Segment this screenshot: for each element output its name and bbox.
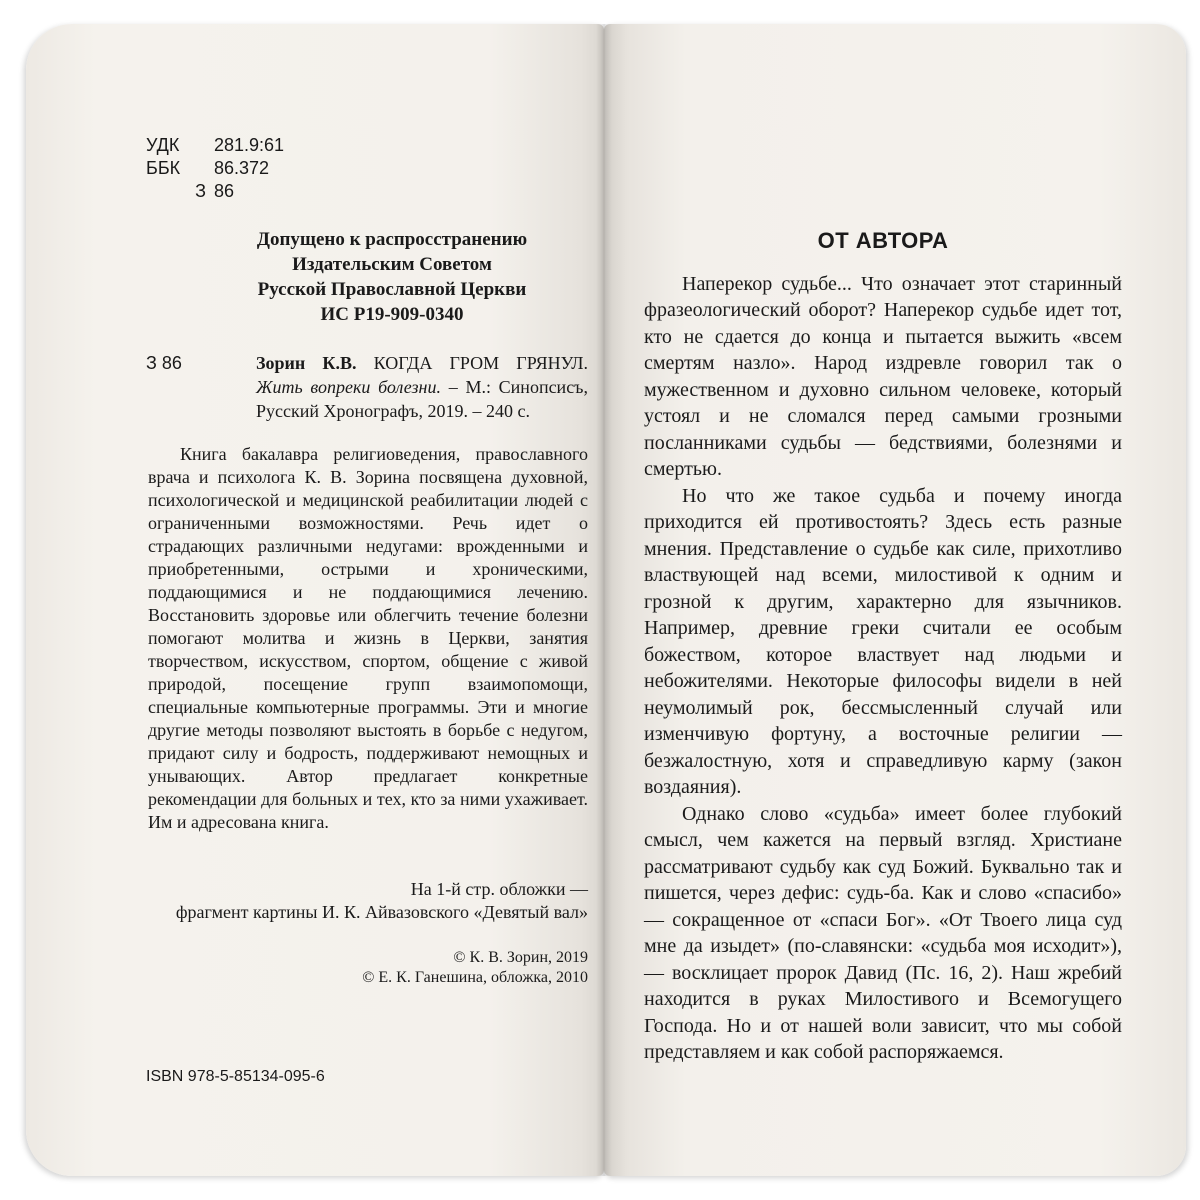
classification-row-udk [146, 134, 588, 157]
left-page [26, 24, 604, 1176]
annotation-text: Книга бакалавра религиоведения, православного врача и психолога К. В. Зорина посвящена духовной, психологической и медицинской реабилитации людей с ограниченными возможностями. Речь идет о страдающих различными недугами: врожденными и приобретенными, острыми и хроническими, поддающимися и не поддающимися лечению. Восстановить здоровье или облегчить течение болезни помогают молитва и жизнь в Церкви, занятия творчеством, искусством, спортом, общение с живой природой, посещение групп взаимопомощи, специальные компьютерные программы. Эти и многие другие методы позволяют выстоять в борьбе с недугом, придают силу и бодрость, поддерживают немощных и унывающих. Автор предлагает конкретные рекомендации для больных и тех, кто за ними ухаживает. Им и адресована книга. [148, 444, 588, 832]
paragraph: Однако слово «судьба» имеет более глубокий смысл, чем кажется на первый взгляд. Христиане рассматривают судьбу как суд Божий. Буквально так и пишется, через дефис: судь-ба. Как и слово «спасибо» — сокращенное от «спаси Бог». «От Твоего лица суд мне да изыдет» (по-славянски: «судьба моя исходит»), — восклицает пророк Давид (Пс. 16, 2). Наш жребий находится в руках Милостивого и Всемогущего Господа. Но и от нашей воли зависит, что мы собой представляем и как собой распоряжаемся. [644, 802, 1122, 1063]
cover-note-line: На 1-й стр. обложки — [410, 879, 588, 899]
classification-key: ББК [146, 158, 181, 178]
cover-note-line: фрагмент картины И. К. Айвазовского «Девятый вал» [175, 902, 588, 922]
catalog-entry [146, 351, 588, 423]
catalog-title: КОГДА ГРОМ ГРЯНУЛ. [373, 353, 589, 373]
catalog-text [146, 351, 588, 423]
right-page-content [644, 228, 1122, 1066]
approval-line: ИС Р19-909-0340 [320, 304, 464, 325]
classification-key: З [195, 181, 206, 201]
cover-note [146, 878, 588, 924]
classification-value: 86.372 [214, 158, 270, 178]
classification-key: УДК [146, 135, 180, 155]
paragraph: Но что же такое судьба и почему иногда приходится ей противостоять? Здесь есть разные мнения. Представление о судьбе как силе, прихотливо властвующей над всеми, милостивой к одним и грозной к другим, характерно для язычников. Например, древние греки считали ее особым божеством, которое властвует над людьми и небожителями. Некоторые философы видели в ней неумолимый рок, бессмысленный случай или изменчивую фортуну, а восточные религии — безжалостную, хотя и справедливую карму (закон воздаяния). [644, 484, 1122, 798]
approval-block [146, 227, 588, 327]
right-page [604, 24, 1186, 1176]
classification-codes [146, 134, 588, 203]
catalog-subtitle: Жить вопреки болезни. [256, 377, 441, 397]
classification-value: 86 [214, 181, 235, 201]
approval-line: Русской Православной Церкви [257, 279, 527, 300]
left-page-content [146, 134, 588, 988]
catalog-imprint: – М.: Синопсисъ, Русский Хронографъ, 2019. – 240 с. [256, 377, 588, 421]
catalog-code: З 86 [146, 353, 182, 373]
approval-line: Допущено к распросстранению [256, 229, 528, 250]
copyright-line: © К. В. Зорин, 2019 [453, 949, 588, 966]
copyright-block [146, 948, 588, 988]
section-heading: ОТ АВТОРА [817, 228, 949, 253]
catalog-author: Зорин К.В. [256, 353, 357, 373]
classification-row-bbk [146, 157, 588, 180]
copyright-line: © Е. К. Ганешина, обложка, 2010 [362, 969, 588, 986]
classification-row-author-index [146, 180, 588, 203]
paragraph: Наперекор судьбе... Что означает этот старинный фразеологический оборот? Наперекор судьбе идет тот, кто не сдается до конца и пытается выжить «всем смертям назло». Народ издревле говорил так о мужественном и духовно сильном человеке, который устоял и не сломался перед самыми грозными посланниками судьбы — бедствиями, болезнями и смертью. [644, 272, 1122, 480]
open-book [26, 24, 1186, 1176]
approval-line: Издательским Советом [292, 254, 492, 275]
classification-value: 281.9:61 [214, 135, 285, 155]
isbn: ISBN 978-5-85134-095-6 [146, 1068, 325, 1085]
book-annotation [146, 443, 588, 834]
